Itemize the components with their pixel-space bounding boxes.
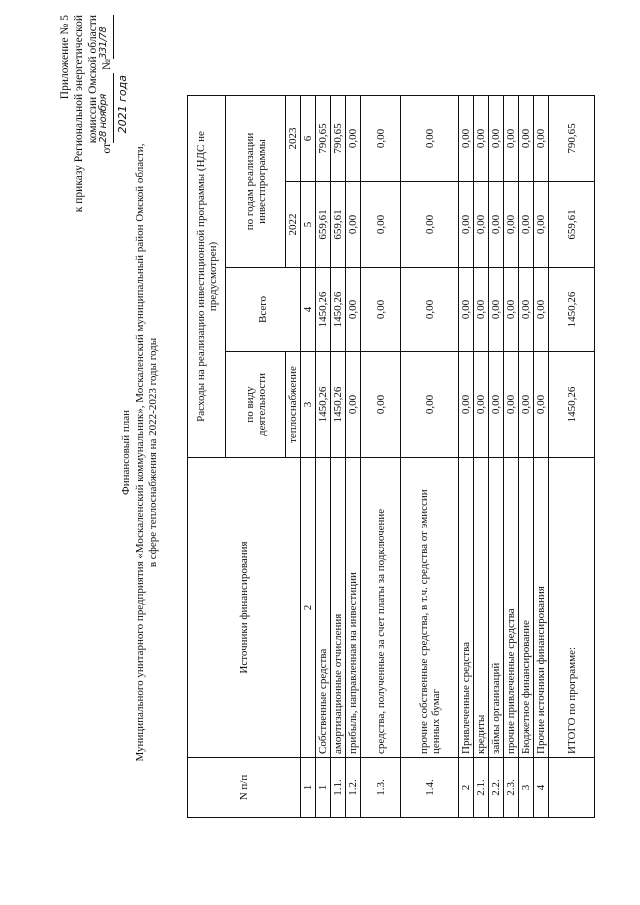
row-year-2-value: 0,00 bbox=[489, 95, 504, 181]
row-source: ИТОГО по программе: bbox=[549, 458, 595, 758]
table-row bbox=[346, 95, 361, 817]
row-year-1-value: 0,00 bbox=[489, 182, 504, 268]
col-number-6: 6 bbox=[301, 95, 316, 181]
title-line-3: в сфере теплоснабжения на 2022-2023 годы годы bbox=[147, 337, 159, 568]
row-total-value: 0,00 bbox=[361, 268, 401, 352]
row-year-2-value: 0,00 bbox=[361, 95, 401, 181]
table-row bbox=[489, 95, 504, 817]
row-num: 4 bbox=[534, 758, 549, 818]
row-total-value: 1450,26 bbox=[549, 268, 595, 352]
row-source: займы организаций bbox=[489, 458, 504, 758]
appendix-line-1: Приложение № 5 bbox=[59, 15, 71, 100]
row-activity-value: 1450,26 bbox=[316, 352, 331, 458]
row-year-2-value: 0,00 bbox=[459, 95, 474, 181]
row-num: 2.3. bbox=[504, 758, 519, 818]
row-year-2-value: 0,00 bbox=[474, 95, 489, 181]
row-year-1-value: 659,61 bbox=[331, 182, 346, 268]
row-activity-value: 1450,26 bbox=[331, 352, 346, 458]
row-total-value: 0,00 bbox=[459, 268, 474, 352]
col-number-4: 4 bbox=[301, 268, 316, 352]
row-year-2-value: 790,65 bbox=[549, 95, 595, 181]
row-source: Бюджетное финансирование bbox=[519, 458, 534, 758]
row-year-1-value: 0,00 bbox=[346, 182, 361, 268]
financial-plan-table bbox=[187, 95, 595, 818]
table-row bbox=[534, 95, 549, 817]
table-row bbox=[361, 95, 401, 817]
appendix-line-2: к приказу Региональной энергетической bbox=[73, 15, 85, 213]
row-total-value: 0,00 bbox=[489, 268, 504, 352]
row-total-value: 0,00 bbox=[534, 268, 549, 352]
row-num: 3 bbox=[519, 758, 534, 818]
table-row bbox=[474, 95, 489, 817]
header-row-1 bbox=[188, 95, 226, 817]
row-year-2-value: 0,00 bbox=[401, 95, 459, 181]
title-line-1: Финансовый план bbox=[120, 410, 132, 495]
row-total-value: 0,00 bbox=[504, 268, 519, 352]
date-signature-field bbox=[98, 73, 114, 143]
row-source: Прочие источники финансирования bbox=[534, 458, 549, 758]
row-num bbox=[549, 758, 595, 818]
row-num: 2.1. bbox=[474, 758, 489, 818]
row-source: Привлеченные средства bbox=[459, 458, 474, 758]
row-total-value: 0,00 bbox=[474, 268, 489, 352]
title-line-2: Муниципального унитарного предприятия «Москаленский коммунальник», Москаленский муниципальный район Омской области, bbox=[133, 143, 146, 762]
row-year-2-value: 0,00 bbox=[519, 95, 534, 181]
row-source: прочие собственные средства, в т.ч. средства от эмиссии ценных бумаг bbox=[401, 458, 459, 758]
row-num: 1.3. bbox=[361, 758, 401, 818]
header-source: Источники финансирования bbox=[188, 458, 301, 758]
table-row bbox=[459, 95, 474, 817]
row-source: средства, полученные за счет платы за подключение bbox=[361, 458, 401, 758]
row-source: амортизационные отчисления bbox=[331, 458, 346, 758]
row-activity-value: 0,00 bbox=[401, 352, 459, 458]
row-source: кредиты bbox=[474, 458, 489, 758]
row-num: 2.2. bbox=[489, 758, 504, 818]
row-activity-value: 0,00 bbox=[474, 352, 489, 458]
row-activity-value: 0,00 bbox=[361, 352, 401, 458]
table-row bbox=[331, 95, 346, 817]
handwritten-date: 28 ноября bbox=[98, 94, 109, 143]
header-expenses: Расходы на реализацию инвестиционной программы (НДС не предусмотрен) bbox=[188, 95, 226, 457]
header-num: N п/п bbox=[188, 758, 301, 818]
col-number-1: 1 bbox=[301, 758, 316, 818]
row-year-2-value: 0,00 bbox=[346, 95, 361, 181]
row-year-1-value: 0,00 bbox=[361, 182, 401, 268]
header-year-1: 2022 bbox=[286, 182, 301, 268]
header-total: Всего bbox=[226, 268, 301, 352]
row-activity-value: 0,00 bbox=[504, 352, 519, 458]
row-activity-value: 0,00 bbox=[459, 352, 474, 458]
row-year-1-value: 0,00 bbox=[474, 182, 489, 268]
col-number-3: 3 bbox=[301, 352, 316, 458]
row-activity-value: 1450,26 bbox=[549, 352, 595, 458]
col-number-5: 5 bbox=[301, 182, 316, 268]
header-by-years: по годам реализации инвестпрограммы bbox=[226, 95, 286, 267]
row-year-2-value: 0,00 bbox=[504, 95, 519, 181]
row-year-1-value: 0,00 bbox=[519, 182, 534, 268]
handwritten-year: 2021 года bbox=[116, 75, 129, 134]
row-source: прибыль, направленная на инвестиции bbox=[346, 458, 361, 758]
appendix-date-line bbox=[100, 15, 114, 215]
row-year-2-value: 790,65 bbox=[331, 95, 346, 181]
row-year-1-value: 0,00 bbox=[401, 182, 459, 268]
row-activity-value: 0,00 bbox=[346, 352, 361, 458]
row-num: 1.1. bbox=[331, 758, 346, 818]
appendix-line-3: комиссии Омской области bbox=[87, 15, 99, 144]
row-total-value: 1450,26 bbox=[331, 268, 346, 352]
row-year-2-value: 0,00 bbox=[534, 95, 549, 181]
handwritten-number: 331/78 bbox=[98, 26, 109, 59]
row-num: 1.2. bbox=[346, 758, 361, 818]
table-row bbox=[316, 95, 331, 817]
row-year-1-value: 659,61 bbox=[549, 182, 595, 268]
header-by-activity: по виду деятельности bbox=[226, 352, 286, 458]
document-title bbox=[120, 80, 161, 825]
table-row bbox=[401, 95, 459, 817]
column-numbers-row bbox=[301, 95, 316, 817]
col-number-2: 2 bbox=[301, 458, 316, 758]
row-year-2-value: 790,65 bbox=[316, 95, 331, 181]
row-year-1-value: 659,61 bbox=[316, 182, 331, 268]
row-source: прочие привлеченные средства bbox=[504, 458, 519, 758]
row-num: 1 bbox=[316, 758, 331, 818]
row-num: 1.4. bbox=[401, 758, 459, 818]
row-total-value: 0,00 bbox=[346, 268, 361, 352]
number-signature-field bbox=[98, 15, 114, 59]
header-year-2: 2023 bbox=[286, 95, 301, 181]
from-prefix: от bbox=[101, 142, 113, 154]
row-activity-value: 0,00 bbox=[489, 352, 504, 458]
table-row bbox=[504, 95, 519, 817]
row-year-1-value: 0,00 bbox=[534, 182, 549, 268]
row-activity-value: 0,00 bbox=[519, 352, 534, 458]
table-row bbox=[519, 95, 534, 817]
row-total-value: 0,00 bbox=[401, 268, 459, 352]
row-total-value: 1450,26 bbox=[316, 268, 331, 352]
row-activity-value: 0,00 bbox=[534, 352, 549, 458]
row-year-1-value: 0,00 bbox=[459, 182, 474, 268]
number-prefix: № bbox=[101, 59, 113, 70]
row-source: Собственные средства bbox=[316, 458, 331, 758]
row-total-value: 0,00 bbox=[519, 268, 534, 352]
total-row bbox=[549, 95, 595, 817]
header-activity-name: теплоснабжение bbox=[286, 352, 301, 458]
row-year-1-value: 0,00 bbox=[504, 182, 519, 268]
row-num: 2 bbox=[459, 758, 474, 818]
